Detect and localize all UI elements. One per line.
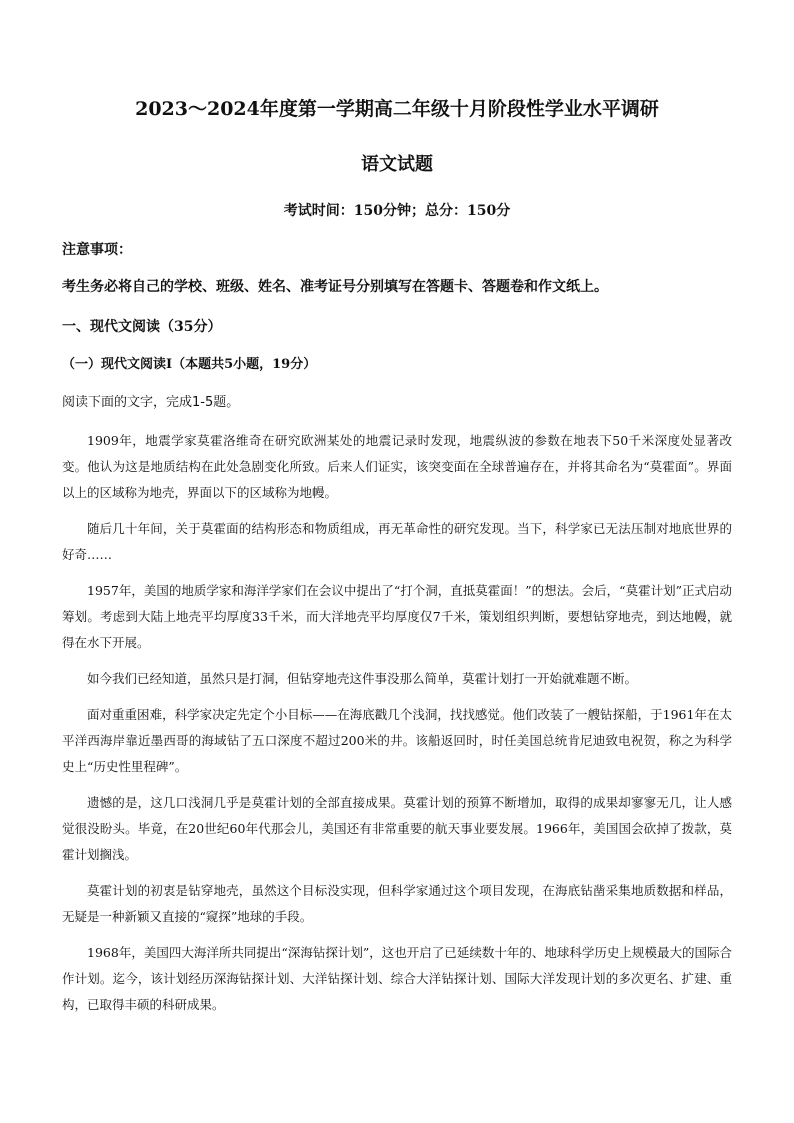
- passage-paragraph: 1909年，地震学家莫霍洛维奇在研究欧洲某处的地震记录时发现，地震纵波的参数在地表下50千米深度处显著改变。他认为这是地质结构在此处急剧变化所致。后来人们证实，该突变面在全球普遍存在，并将其命名为“莫霍面”。界面以上的区域称为地壳，界面以下的区域称为地幔。: [62, 433, 732, 500]
- exam-time-score: 考试时间：150分钟；总分：150分: [283, 203, 511, 219]
- passage-paragraph: 遗憾的是，这几口浅洞几乎是莫霍计划的全部直接成果。莫霍计划的预算不断增加，取得的成果却寥寥无几，让人感觉很没盼头。毕竟，在20世纪60年代那会儿，美国还有非常重要的航天事业要发展。1966年，美国国会砍掉了拨款，莫霍计划搁浅。: [62, 795, 732, 862]
- exam-title: 2023～2024年度第一学期高二年级十月阶段性学业水平调研: [135, 98, 659, 120]
- reading-instruction: 阅读下面的文字，完成1-5题。: [62, 395, 240, 410]
- passage-paragraph: 1968年，美国四大海洋所共同提出“深海钻探计划”，这也开启了已延续数十年的、地球科学历史上规模最大的国际合作计划。迄今，该计划经历深海钻探计划、大洋钻探计划、综合大洋钻探计划、国际大洋发现计划的多次更名、扩建、重构，已取得丰硕的科研成果。: [62, 945, 732, 1012]
- notice-heading: 注意事项：: [62, 242, 132, 258]
- reading-passage: [62, 428, 732, 1028]
- exam-subject: 语文试题: [361, 154, 433, 175]
- notice-body: 考生务必将自己的学校、班级、姓名、准考证号分别填写在答题卡、答题卷和作文纸上。: [62, 279, 608, 295]
- passage-paragraph: 面对重重困难，科学家决定先定个小目标——在海底戳几个浅洞，找找感觉。他们改装了一艘钻探船，于1961年在太平洋西海岸靠近墨西哥的海域钻了五口深度不超过200米的井。该船返回时，时任美国总统肯尼迪致电祝贺，称之为科学史上“历史性里程碑”。: [62, 707, 732, 774]
- section-heading: 一、现代文阅读（35分）: [62, 319, 222, 335]
- subsection-heading: （一）现代文阅读Ⅰ（本题共5小题，19分）: [62, 357, 317, 372]
- passage-paragraph: 莫霍计划的初衷是钻穿地壳，虽然这个目标没实现，但科学家通过这个项目发现，在海底钻凿采集地质数据和样品，无疑是一种新颖又直接的“窥探”地球的手段。: [62, 883, 732, 924]
- passage-paragraph: 如今我们已经知道，虽然只是打洞，但钻穿地壳这件事没那么简单，莫霍计划打一开始就难题不断。: [87, 671, 638, 686]
- passage-paragraph: 1957年，美国的地质学家和海洋学家们在会议中提出了“打个洞，直抵莫霍面！”的想法。会后，“莫霍计划”正式启动筹划。考虑到大陆上地壳平均厚度33千米，而大洋地壳平均厚度仅7千米，策划组织判断，要想钻穿地壳，到达地幔，就得在水下开展。: [62, 583, 732, 650]
- passage-paragraph: 随后几十年间，关于莫霍面的结构形态和物质组成，再无革命性的研究发现。当下，科学家已无法压制对地底世界的好奇……: [62, 521, 732, 562]
